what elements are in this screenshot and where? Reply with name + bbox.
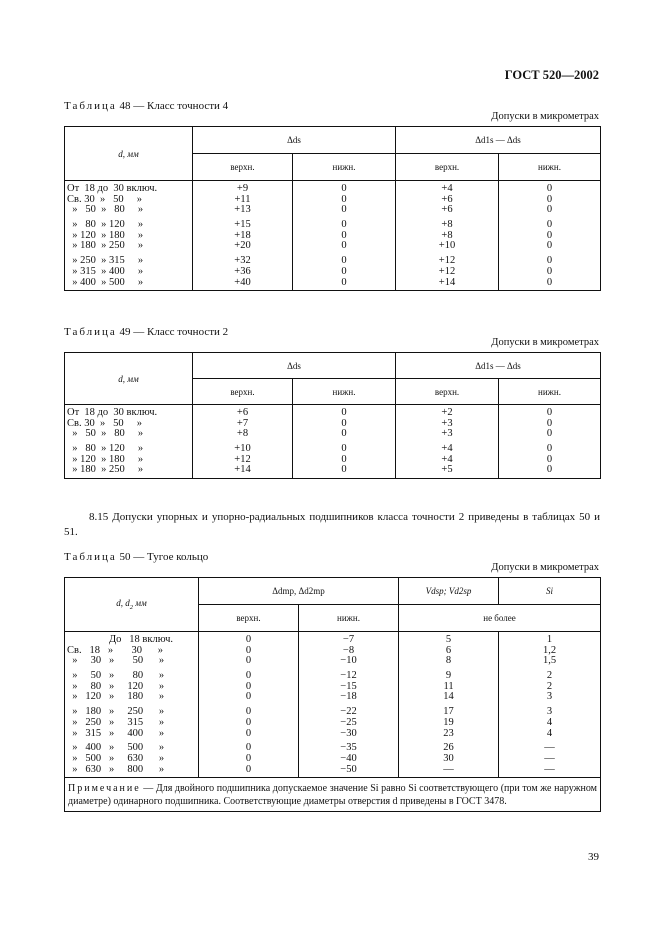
table48-caption-word: Таблица — [64, 100, 117, 112]
table49-head-upper1: верхн. — [193, 379, 293, 405]
table48-cell: +6 — [441, 193, 453, 205]
table50-cell: 3 — [546, 691, 553, 703]
table48-cell: 0 — [341, 204, 347, 216]
table50-cell: 1 — [546, 634, 553, 645]
table49-cell: » 120 » 180 » — [67, 453, 144, 465]
table50-note — [65, 778, 601, 812]
table50-cell: » 250 » 315 » — [67, 716, 165, 728]
table48-caption — [64, 100, 228, 112]
table49-col-labels — [65, 405, 193, 479]
table48-cell: 0 — [546, 204, 553, 216]
table49-cell: 0 — [546, 428, 553, 440]
table49-cell: 0 — [341, 407, 347, 418]
table50-head-upper: верхн. — [199, 605, 299, 632]
table48-col-c4 — [499, 181, 601, 291]
table50-cell: 0 — [245, 706, 252, 718]
table50-cell: 0 — [245, 752, 252, 764]
table49-cell: +7 — [236, 417, 249, 429]
document-header: ГОСТ 520—2002 — [504, 68, 599, 82]
table48-cell: » 80 » 120 » — [67, 219, 144, 231]
table48-cell: +18 — [234, 229, 251, 241]
table50-cell: −22 — [340, 706, 357, 718]
table50-head-not-more: не более — [399, 605, 601, 632]
table48-cell: 0 — [546, 255, 553, 267]
table50-cell: » 400 » 500 » — [67, 742, 165, 754]
table48-cell: +13 — [234, 204, 251, 216]
table50-cell: — — [544, 742, 555, 754]
table50-note-word: Примечание — [68, 783, 141, 795]
table49-cell: +5 — [441, 464, 453, 476]
table50-cell: 0 — [245, 691, 252, 703]
table49-cell: +3 — [441, 417, 453, 429]
table48-cell: 0 — [546, 229, 553, 241]
table48-cell: 0 — [341, 229, 347, 241]
paragraph-8-15: 8.15 Допуски упорных и упорно-радиальных подшипников класса точности 2 приведены в таблицах 50 и 51. — [64, 511, 600, 538]
table50-cell: 2 — [546, 670, 553, 682]
table49-units: Допуски в микрометрах — [491, 337, 599, 348]
table50-cell: » 50 » 80 » — [67, 670, 165, 682]
table50-cell: — — [544, 763, 555, 775]
table50-cell: 0 — [245, 644, 252, 656]
table48-cell: 0 — [341, 183, 347, 194]
table50-cell: 1,5 — [542, 655, 557, 667]
table49-cell: +3 — [441, 428, 453, 440]
table50-col-c4 — [499, 632, 601, 778]
table49-cell: » 50 » 80 » — [67, 428, 144, 440]
table48-cell: +4 — [441, 183, 453, 194]
table48-cell: » 120 » 180 » — [67, 229, 144, 241]
table50-cell: 0 — [245, 727, 252, 739]
table49-head-d: d, мм — [65, 353, 193, 405]
table48-cell: 0 — [341, 240, 347, 252]
table49-body-row — [65, 405, 601, 479]
table48-units: Допуски в микрометрах — [491, 111, 599, 122]
table50-cell: 0 — [245, 680, 252, 692]
table48-head-lower1: нижн. — [293, 154, 396, 181]
table49-caption — [64, 326, 228, 338]
table50-cell: 23 — [443, 727, 454, 739]
table48-head-upper1: верхн. — [193, 154, 293, 181]
table50-col-c3 — [399, 632, 499, 778]
table49-cell: 0 — [341, 443, 347, 455]
table50-cell: 0 — [245, 670, 252, 682]
table48-cell: +32 — [234, 255, 251, 267]
table50-cell: » 180 » 250 » — [67, 706, 165, 718]
table48-head-upper2: верхн. — [396, 154, 499, 181]
table50-cell: −8 — [342, 644, 355, 656]
table48-cell: 0 — [546, 276, 553, 288]
table48-body-row — [65, 181, 601, 291]
table50-cell: 5 — [445, 634, 452, 645]
table50-cell: 1,2 — [542, 644, 557, 656]
table50-cell: 4 — [546, 727, 553, 739]
table49-col-c2 — [293, 405, 396, 479]
table49-cell: 0 — [341, 464, 347, 476]
table50-col-labels — [65, 632, 199, 778]
table50-cell: −10 — [340, 655, 357, 667]
table50-cell: 19 — [443, 716, 454, 728]
table50-cell: — — [544, 752, 555, 764]
table48-cell: » 250 » 315 » — [67, 255, 144, 267]
table49-cell: +4 — [441, 443, 453, 455]
table49-cell: +12 — [234, 453, 251, 465]
table48-cell: » 400 » 500 » — [67, 276, 144, 288]
table49-cell: 0 — [546, 407, 553, 418]
table50-caption-rest: 50 — Тугое кольцо — [119, 551, 209, 563]
table50-cell: » 500 » 630 » — [67, 752, 165, 764]
table50-cell: −40 — [340, 752, 357, 764]
table48-cell: » 315 » 400 » — [67, 265, 144, 277]
table50-cell: — — [443, 763, 454, 775]
table48-cell: +8 — [441, 219, 453, 231]
table48-head-delta-ds: Δds — [193, 127, 396, 154]
table50-cell: 30 — [443, 752, 454, 764]
table49-head-upper2: верхн. — [396, 379, 499, 405]
table50-units: Допуски в микрометрах — [491, 562, 599, 573]
table48-col-labels — [65, 181, 193, 291]
table49-cell: 0 — [546, 443, 553, 455]
table48-cell: +15 — [234, 219, 251, 231]
table49-head-lower1: нижн. — [293, 379, 396, 405]
table50-cell: 0 — [245, 634, 252, 645]
table50-cell: 8 — [445, 655, 452, 667]
table48-cell: +9 — [236, 183, 249, 194]
table50-cell: 0 — [245, 763, 252, 775]
table50-caption-word: Таблица — [64, 551, 117, 563]
table49-cell: 0 — [341, 417, 347, 429]
table50-cell: 11 — [443, 680, 454, 692]
table49-col-c3 — [396, 405, 499, 479]
table48-cell: +36 — [234, 265, 251, 277]
table50-head-lower: нижн. — [299, 605, 399, 632]
table50-cell: До 18 включ. — [67, 634, 174, 645]
table48-head-lower2: нижн. — [499, 154, 601, 181]
table49-cell: 0 — [546, 417, 553, 429]
table48-cell: 0 — [341, 193, 347, 205]
table50-cell: −7 — [342, 634, 355, 645]
table49-cell: 0 — [546, 464, 553, 476]
table49-cell: +10 — [234, 443, 251, 455]
table50-cell: 14 — [443, 691, 454, 703]
table50-cell: » 120 » 180 » — [67, 691, 165, 703]
table50-cell: 3 — [546, 706, 553, 718]
table48-cell: +40 — [234, 276, 251, 288]
table50-body-row — [65, 632, 601, 778]
table48-col-c1 — [193, 181, 293, 291]
table50-cell: » 630 » 800 » — [67, 763, 165, 775]
table50-col-c2 — [299, 632, 399, 778]
table50-cell: −35 — [340, 742, 357, 754]
table48-cell: » 50 » 80 » — [67, 204, 144, 216]
table49-cell: Св. 30 » 50 » — [67, 417, 142, 429]
table49-cell: +14 — [234, 464, 251, 476]
table48-cell: Св. 30 » 50 » — [67, 193, 142, 205]
table49-caption-rest: 49 — Класс точности 2 — [119, 326, 229, 338]
table49-head-delta-d1s: Δd1s — Δds — [396, 353, 601, 379]
table50-cell: 26 — [443, 742, 454, 754]
table48-col-c3 — [396, 181, 499, 291]
table48-head-delta-d1s: Δd1s — Δds — [396, 127, 601, 154]
table50-caption — [64, 551, 208, 563]
table50-head-delta: Δdmp, Δd2mp — [199, 578, 399, 605]
table48-head-d: d, мм — [65, 127, 193, 181]
table50-note-text: — Для двойного подшипника допускаемое значение Si равно Si соответствующего (при том же наружном диаметре) одинарного подшипника. Соответствующие диаметры отверстия d приведены в ГОСТ 3478. — [68, 783, 598, 808]
table50-cell: 6 — [445, 644, 452, 656]
table48-cell: » 180 » 250 » — [67, 240, 144, 252]
table48-cell: +8 — [441, 229, 453, 241]
table48-cell: +10 — [438, 240, 456, 252]
table50-cell: −12 — [340, 670, 357, 682]
table49 — [64, 352, 601, 479]
table50-head-d: d, $d_2$ мм — [65, 578, 199, 632]
table48-cell: 0 — [341, 265, 347, 277]
table50 — [64, 577, 601, 812]
table48-cell: +11 — [234, 193, 251, 205]
table49-cell: 0 — [341, 428, 347, 440]
table50-cell: » 30 » 50 » — [67, 655, 165, 667]
table50-cell: −50 — [340, 763, 357, 775]
table48-cell: +12 — [438, 265, 456, 277]
table50-cell: » 80 » 120 » — [67, 680, 165, 692]
table50-cell: −30 — [340, 727, 357, 739]
table50-cell: 0 — [245, 655, 252, 667]
table48-cell: +6 — [441, 204, 453, 216]
table50-cell: » 315 » 400 » — [67, 727, 165, 739]
table49-cell: +6 — [236, 407, 249, 418]
table48-cell: 0 — [546, 240, 553, 252]
table50-head-s: Si — [499, 578, 601, 605]
table50-cell: Св. 18 » 30 » — [67, 644, 163, 656]
table50-cell: 4 — [546, 716, 553, 728]
table48-col-c2 — [293, 181, 396, 291]
table49-cell: От 18 до 30 включ. — [67, 407, 158, 418]
table50-cell: 2 — [546, 680, 553, 692]
table50-cell: 0 — [245, 716, 252, 728]
table49-cell: 0 — [546, 453, 553, 465]
table49-col-c4 — [499, 405, 601, 479]
table49-cell: 0 — [341, 453, 347, 465]
table48-cell: От 18 до 30 включ. — [67, 183, 158, 194]
table49-cell: » 180 » 250 » — [67, 464, 144, 476]
table48-cell: 0 — [546, 265, 553, 277]
table48-cell: 0 — [546, 193, 553, 205]
table49-cell: +8 — [236, 428, 249, 440]
table49-head-lower2: нижн. — [499, 379, 601, 405]
table50-cell: 0 — [245, 742, 252, 754]
table48 — [64, 126, 601, 291]
table49-cell: +2 — [441, 407, 453, 418]
table50-head-v: Vdsp; Vd2sp — [399, 578, 499, 605]
table49-col-c1 — [193, 405, 293, 479]
page-number: 39 — [588, 851, 599, 863]
table48-cell: +14 — [438, 276, 456, 288]
table48-caption-rest: 48 — Класс точности 4 — [119, 100, 229, 112]
table48-cell: 0 — [546, 183, 553, 194]
table48-cell: 0 — [546, 219, 553, 231]
table50-cell: 9 — [445, 670, 452, 682]
table50-cell: 17 — [443, 706, 454, 718]
table50-cell: −25 — [340, 716, 357, 728]
table50-cell: −15 — [340, 680, 357, 692]
table50-cell: −18 — [340, 691, 357, 703]
table49-caption-word: Таблица — [64, 326, 117, 338]
table49-head-delta-ds: Δds — [193, 353, 396, 379]
table49-cell: » 80 » 120 » — [67, 443, 144, 455]
table48-cell: 0 — [341, 276, 347, 288]
table50-col-c1 — [199, 632, 299, 778]
table49-cell: +4 — [441, 453, 453, 465]
table48-cell: +20 — [234, 240, 251, 252]
table48-cell: 0 — [341, 219, 347, 231]
table48-cell: +12 — [438, 255, 456, 267]
table48-cell: 0 — [341, 255, 347, 267]
